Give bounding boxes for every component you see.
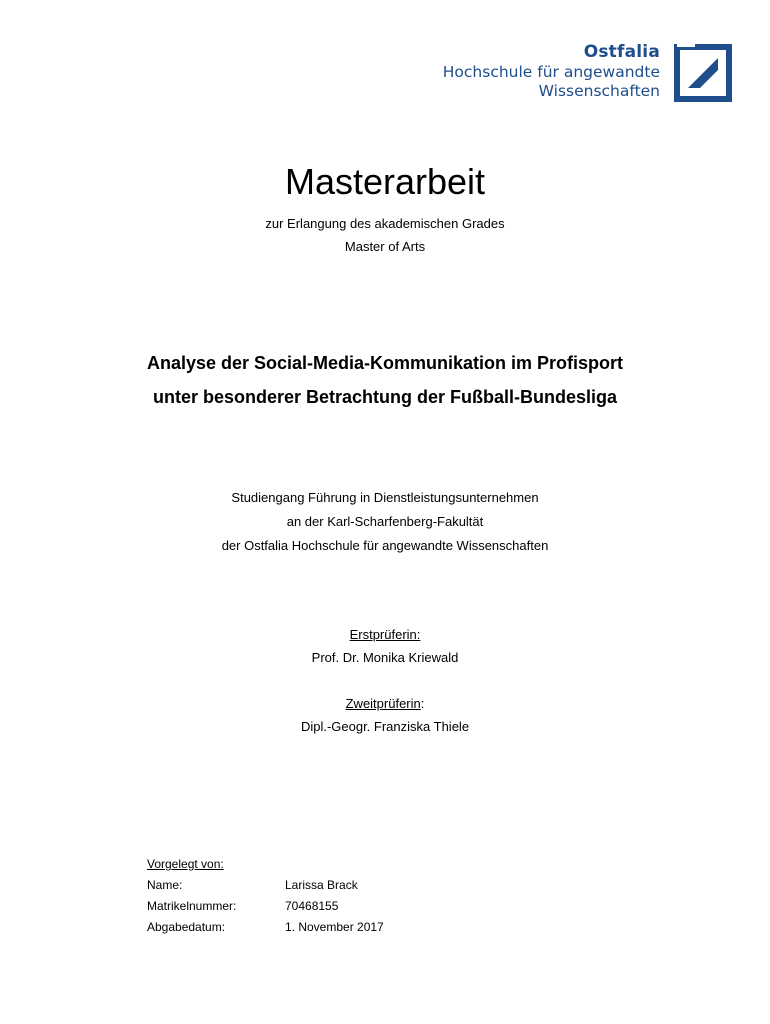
study-program: Studiengang Führung in Dienstleistungsunternehmen xyxy=(231,490,539,505)
student-id-value: 70468155 xyxy=(285,899,339,913)
logo-line-1: Hochschule für angewandte xyxy=(442,63,660,81)
name-value: Larissa Brack xyxy=(285,878,358,892)
faculty: an der Karl-Scharfenberg-Fakultät xyxy=(286,514,484,529)
examiner-1-name: Prof. Dr. Monika Kriewald xyxy=(311,650,459,665)
student-id-label: Matrikelnummer: xyxy=(147,899,237,913)
logo-name: Ostfalia xyxy=(583,42,660,62)
ostfalia-logo-icon xyxy=(674,44,732,102)
university-logo xyxy=(443,42,732,102)
submission-date-value: 1. November 2017 xyxy=(285,920,384,934)
examiner-2-label-text: Zweitprüferin xyxy=(345,696,421,711)
logo-line-2: Wissenschaften xyxy=(538,82,660,100)
submitted-by-heading: Vorgelegt von: xyxy=(147,857,224,871)
submission-date-label: Abgabedatum: xyxy=(147,920,226,934)
examiner-1-label xyxy=(0,627,770,643)
thesis-title-line-1: Analyse der Social-Media-Kommunikation im Profisport xyxy=(146,353,624,373)
degree-name: Master of Arts xyxy=(344,239,426,254)
logo-text xyxy=(443,42,660,101)
degree-purpose: zur Erlangung des akademischen Grades xyxy=(265,216,505,231)
examiner-2-label xyxy=(0,696,770,712)
examiner-2-label-colon: : xyxy=(420,696,425,711)
name-label: Name: xyxy=(147,878,183,892)
thesis-title-line-2: unter besonderer Betrachtung der Fußball-Bundesliga xyxy=(152,387,618,407)
document-title: Masterarbeit xyxy=(284,161,486,202)
examiner-2-name: Dipl.-Geogr. Franziska Thiele xyxy=(300,719,470,734)
examiner-1-label-text: Erstprüferin: xyxy=(349,627,421,642)
university: der Ostfalia Hochschule für angewandte Wissenschaften xyxy=(221,538,549,553)
